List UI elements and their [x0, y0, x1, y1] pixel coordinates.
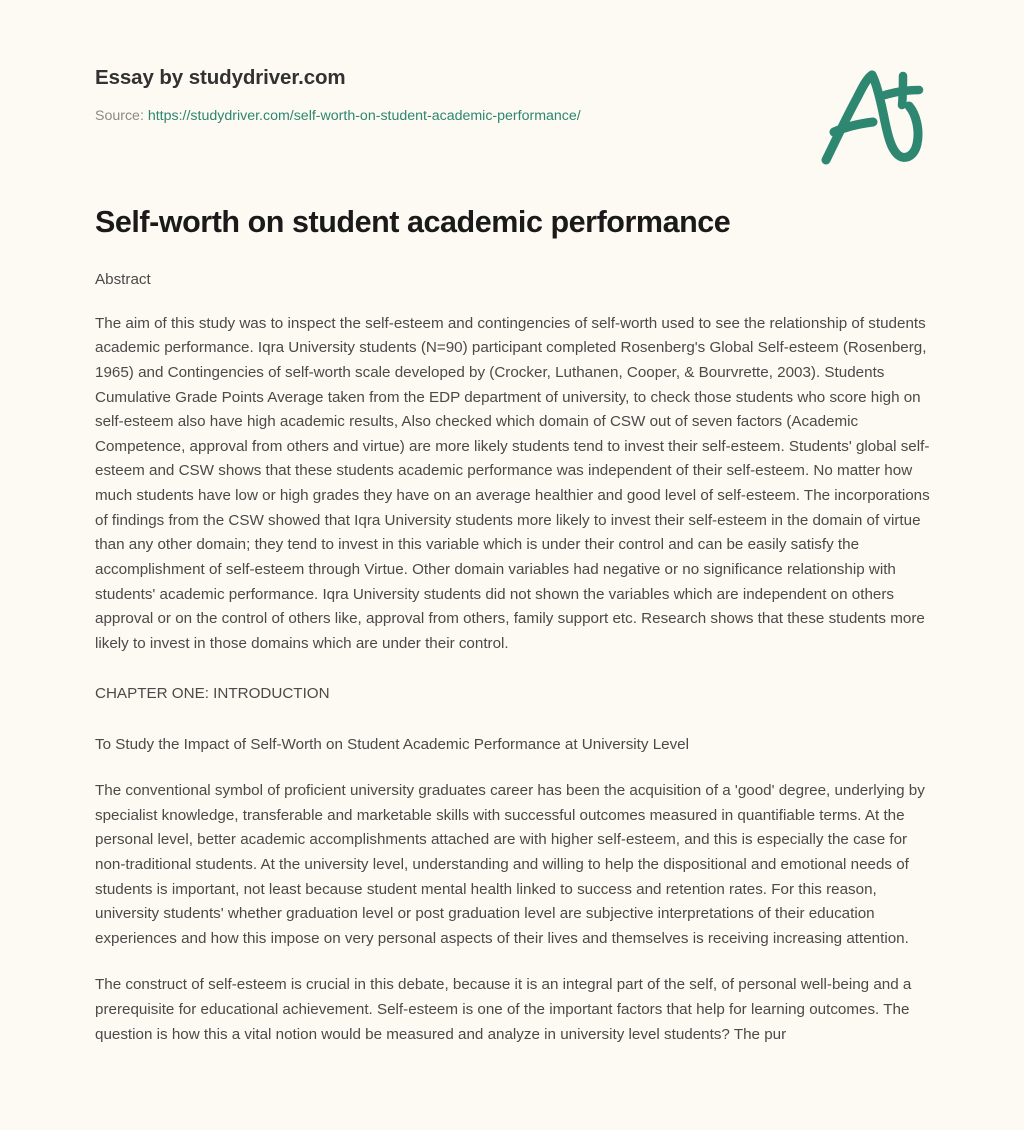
studydriver-logo[interactable]: [813, 62, 938, 167]
a-plus-icon: [813, 62, 938, 167]
chapter-heading: CHAPTER ONE: INTRODUCTION: [95, 685, 330, 703]
source-line: [95, 107, 936, 125]
page-title: Self-worth on student academic performance: [95, 205, 731, 239]
intro-paragraph-2: The construct of self-esteem is crucial in this debate, because it is an integral part of the self, of personal well-being and a prerequisite for educational achievement. Self-esteem is one of the important factors that help for learning outcomes. The question is how this a vital notion would be measured and analyze in university level students? The pur: [95, 976, 912, 1043]
essay-attribution: Essay by studydriver.com: [95, 66, 346, 89]
study-subheading: To Study the Impact of Self-Worth on Student Academic Performance at University Level: [95, 735, 690, 753]
abstract-paragraph: The aim of this study was to inspect the self-esteem and contingencies of self-worth used to see the relationship of students academic performance. Iqra University students (N=90) participant completed Rosenberg's Global Self-esteem (Rosenberg, 1965) and Contingencies of self-worth scale developed by (Crocker, Luthanen, Cooper, & Bourvrette, 2003). Students Cumulative Grade Points Average taken from the EDP department of university, to check those students who score high on self-esteem also have high academic results, Also checked which domain of CSW out of seven factors (Academic Competence, approval from others and virtue) are more likely students tend to invest their self-esteem. Students' global self-esteem and CSW shows that these students academic performance was independent of their self-esteem. No matter how much students have low or high grades they have on an average healthier and good level of self-esteem. The incorporations of findings from the CSW showed that Iqra University students more likely to invest their self-esteem in the domain of virtue than any other domain; they tend to invest in this variable which is under their control and can be easily satisfy the accomplishment of self-esteem through Virtue. Other domain variables had negative or no significance relationship with students' academic performance. Iqra University students did not shown the variables which are independent on others approval or on the control of others like, approval from others, family support etc. Research shows that these students more likely to invest in those domains which are under their control.: [95, 314, 930, 652]
abstract-label: Abstract: [95, 271, 151, 289]
source-label: Source:: [95, 107, 148, 124]
source-url-link[interactable]: https://studydriver.com/self-worth-on-student-academic-performance/: [147, 107, 581, 124]
page-header: [95, 0, 936, 124]
intro-paragraph-1: The conventional symbol of proficient university graduates career has been the acquisition of a 'good' degree, underlying by specialist knowledge, transferable and marketable skills with successful outcomes measured in quantifiable terms. At the personal level, better academic accomplishments attached are with higher self-esteem, and this is especially the case for non-traditional students. At the university level, understanding and willing to help the dispositional and emotional needs of students is important, not least because student mental health linked to success and retention rates. For this reason, university students' whether graduation level or post graduation level are subjective interpretations of their education experiences and how this impose on very personal aspects of their lives and themselves is receiving increasing attention.: [95, 782, 925, 947]
